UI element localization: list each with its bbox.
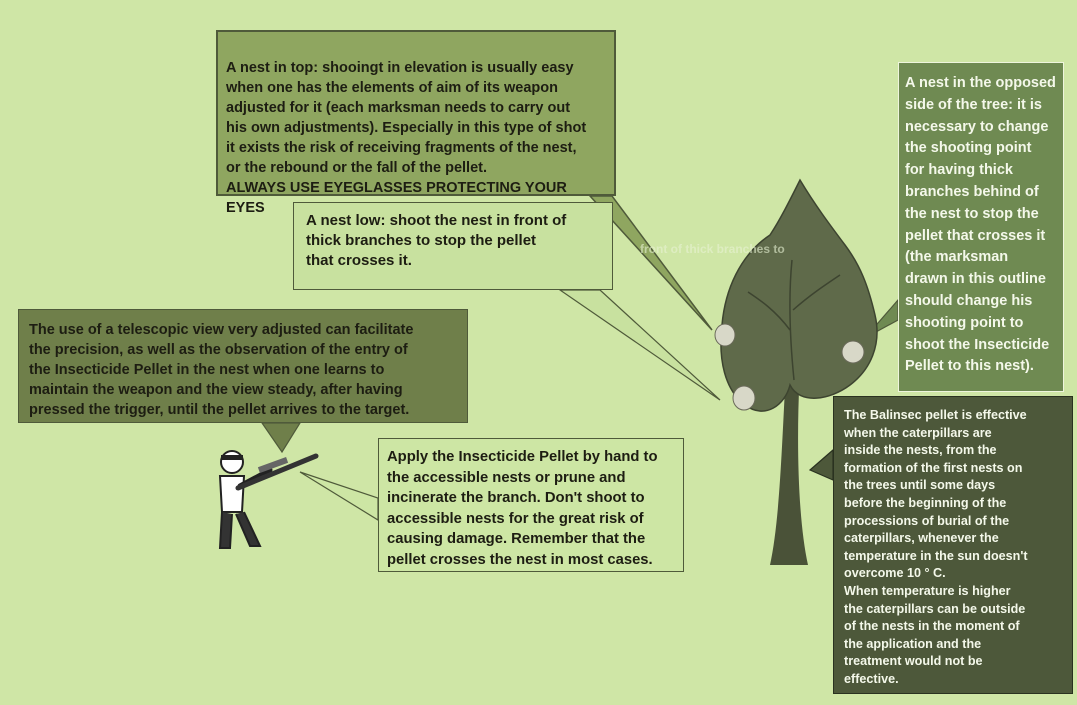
callout-telescopic-view: The use of a telescopic view very adjusted can facilitate the precision, as well as the observation of the entry of the Insecticide Pellet in the nest when one learns to maintain the weapon and the view steady, after having pressed the trigger, until the pellet arrives to the target. [18, 309, 468, 423]
callout-nest-in-top-text: A nest in top: shooingt in elevation is usually easy when one has the elements of aim of its weapon adjusted for it (each marksman needs to carry out his own adjustments). Especially in this type of shot it exists the risk of receiving fragments of the nest, or the rebound or the fall of the pellet. [226, 60, 587, 176]
tree-crown [721, 180, 877, 411]
callout-nest-low: A nest low: shoot the nest in front of thick branches to stop the pellet that crosses it. [293, 202, 613, 290]
nest-icon [715, 324, 735, 346]
callout-apply-by-hand: Apply the Insecticide Pellet by hand to the accessible nests or prune and incinerate the branch. Don't shoot to accessible nests for the great risk of causing damage. Remember that the pellet crosses the nest in most cases. [378, 438, 684, 572]
nest-icon [842, 341, 864, 363]
callout-pointer-low [560, 290, 720, 400]
marksman-icon [220, 451, 316, 548]
callout-nest-opposed-side: A nest in the opposed side of the tree: it is necessary to change the shooting point for having thick branches behind of the nest to stop the pellet that crosses it (the marksman drawn in this outline should change his shooting point to shoot the Insecticide Pellet to this nest). [898, 62, 1064, 392]
callout-pointer-balinsec [810, 450, 833, 480]
callout-balinsec-effectiveness: The Balinsec pellet is effective when the caterpillars are inside the nests, from the formation of the first nests on the trees until some days before the beginning of the processions of burial of the caterpillars, whenever the temperature in the sun doesn't overcome 10 ° C. When temperature is higher the caterpillars can be outside of the nests in the moment of the application and the treatment would not be effective. [833, 396, 1073, 694]
eye-protection-warning: ALWAYS USE EYEGLASSES PROTECTING YOUR EYES [226, 180, 567, 216]
callout-pointer-scope [262, 423, 300, 452]
callout-nest-in-top [216, 30, 616, 216]
faded-background-text: front of thick branches to [640, 242, 785, 256]
callout-pointer-hand [300, 472, 378, 520]
nest-icon [733, 386, 755, 410]
